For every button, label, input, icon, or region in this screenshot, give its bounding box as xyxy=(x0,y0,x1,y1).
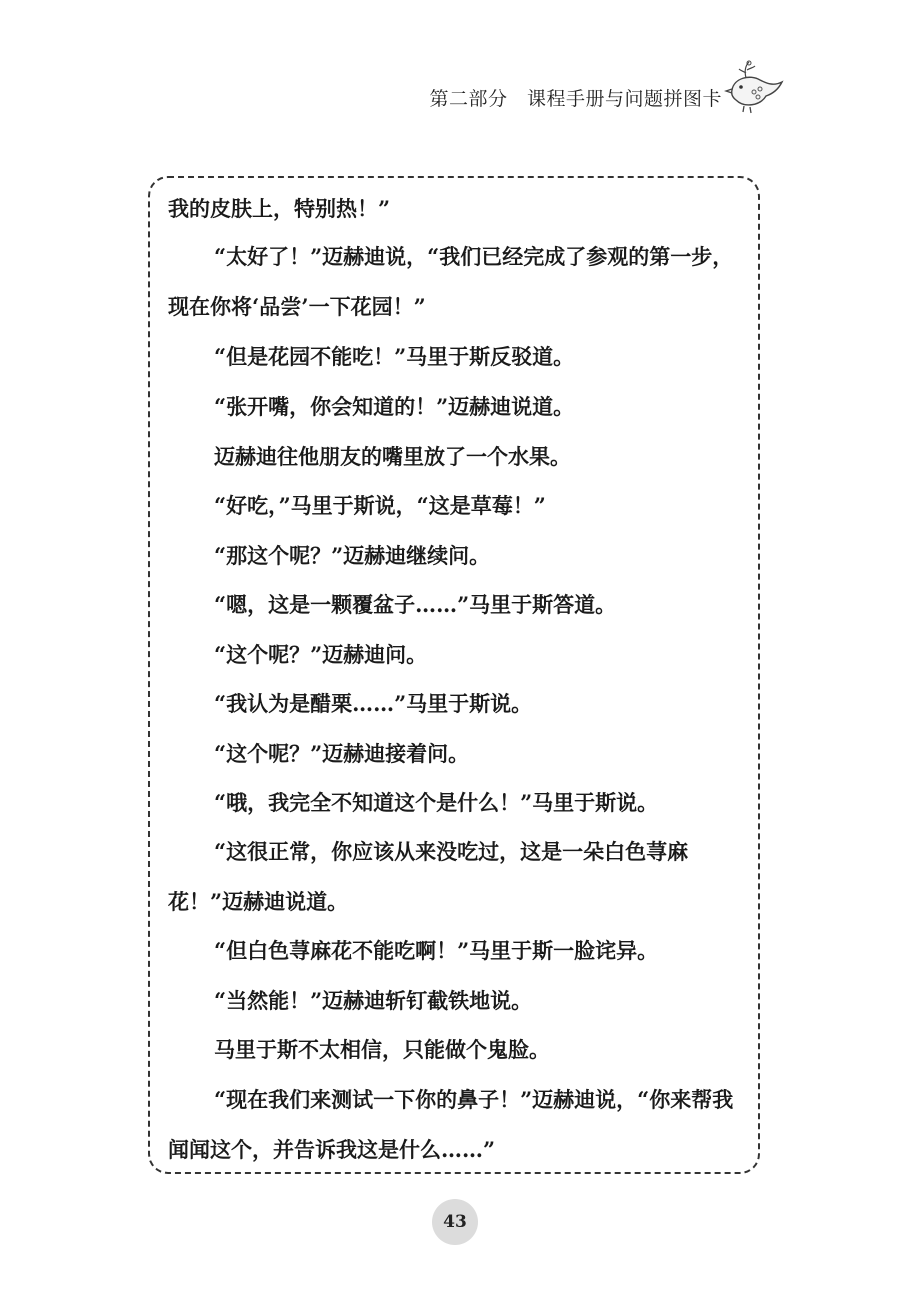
paragraph: “好吃，”马里于斯说，“这是草莓！” xyxy=(214,493,546,518)
page-number: 43 xyxy=(443,1212,467,1232)
paragraph: “太好了！”迈赫迪说，“我们已经完成了参观的第一步，现在你将‘品尝’一下花园！” xyxy=(168,244,734,319)
paragraph: “当然能！”迈赫迪斩钉截铁地说。 xyxy=(214,988,533,1013)
paragraph: “这很正常，你应该从来没吃过，这是一朵白色荨麻花！”迈赫迪说道。 xyxy=(168,839,689,914)
bird-icon xyxy=(724,60,786,116)
page-number-badge xyxy=(432,1199,478,1245)
section-title: 第二部分 课程手册与问题拼图卡 xyxy=(429,88,722,110)
paragraph: “但是花园不能吃！”马里于斯反驳道。 xyxy=(214,344,575,369)
paragraph: “这个呢？”迈赫迪接着问。 xyxy=(214,741,470,766)
paragraph: 迈赫迪往他朋友的嘴里放了一个水果。 xyxy=(214,444,571,469)
paragraph: “嗯，这是一颗覆盆子……”马里于斯答道。 xyxy=(214,592,617,617)
paragraph: “这个呢？”迈赫迪问。 xyxy=(214,642,428,667)
paragraph: 马里于斯不太相信，只能做个鬼脸。 xyxy=(214,1037,550,1062)
paragraph: “我认为是醋栗……”马里于斯说。 xyxy=(214,691,533,716)
paragraph: “但白色荨麻花不能吃啊！”马里于斯一脸诧异。 xyxy=(214,938,659,963)
paragraph: “哦，我完全不知道这个是什么！”马里于斯说。 xyxy=(214,790,659,815)
paragraph: “张开嘴，你会知道的！”迈赫迪说道。 xyxy=(214,394,575,419)
paragraph: 我的皮肤上，特别热！” xyxy=(168,196,391,221)
paragraph: “现在我们来测试一下你的鼻子！”迈赫迪说，“你来帮我闻闻这个，并告诉我这是什么……” xyxy=(168,1087,734,1162)
paragraph: “那这个呢？”迈赫迪继续问。 xyxy=(214,543,491,568)
